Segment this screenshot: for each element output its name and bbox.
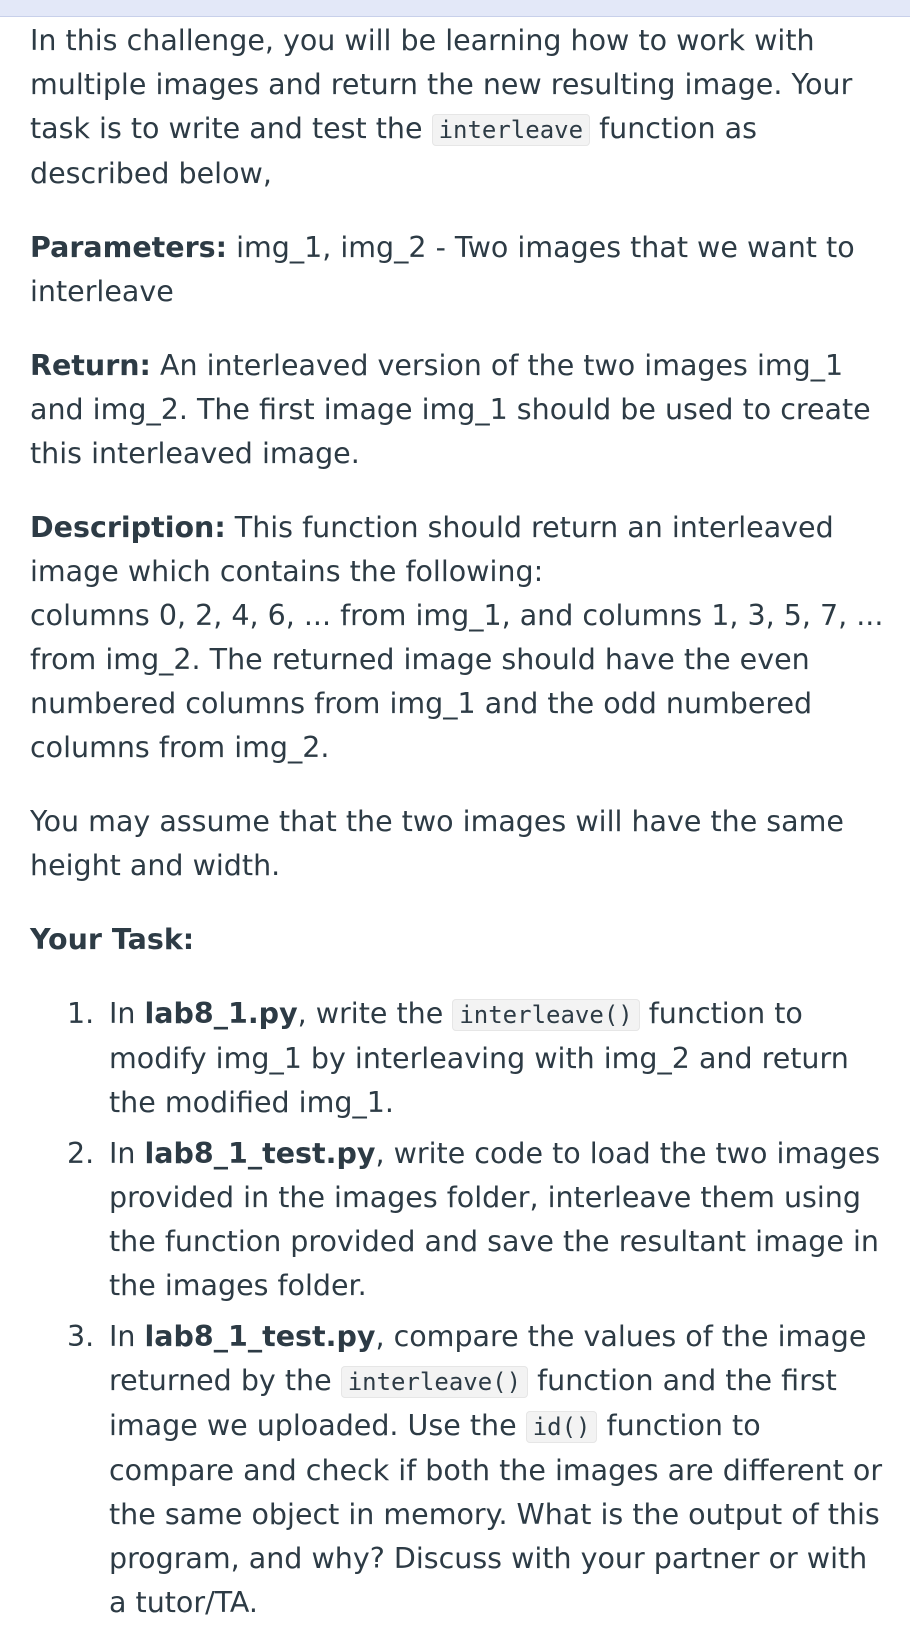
description-label: Description: [30, 511, 226, 544]
interleave-call-code: interleave() [341, 1366, 528, 1398]
intro-text-end: function as described below, [30, 112, 757, 190]
task-text: function to compare and check if both the images are different or the same object in memory. What is the output of this program, and why? Discuss with your partner or with a tutor/TA. [109, 1409, 883, 1619]
assumption-paragraph: You may assume that the two images will have the same height and width. [30, 805, 844, 882]
task-number: 3. [67, 1320, 95, 1353]
task-text: function and the first image we uploaded. Use the [109, 1364, 837, 1442]
task-text: In [109, 1137, 145, 1170]
task-file-name: lab8_1_test.py [144, 1137, 376, 1170]
task-text: , write the [297, 997, 453, 1030]
intro-paragraph [30, 19, 890, 196]
task-heading-text: Your Task: [30, 923, 195, 956]
task-text: , write code to load the two images provided in the images folder, interleave them using the function provided and save the resultant image in the images folder. [109, 1137, 881, 1302]
interleave-code: interleave [432, 114, 591, 146]
return-paragraph [30, 344, 890, 476]
task-heading [30, 918, 890, 962]
parameters-text: img_1, img_2 - Two images that we want to interleave [30, 231, 855, 308]
assignment-content [30, 19, 890, 1632]
id-call-code: id() [526, 1411, 598, 1443]
parameters-paragraph [30, 226, 890, 314]
task-list [30, 992, 890, 1625]
task-item [67, 992, 890, 1125]
task-item [67, 1315, 890, 1625]
task-item [67, 1132, 890, 1308]
task-number: 2. [67, 1137, 95, 1170]
description-paragraph [30, 506, 890, 770]
description-text: This function should return an interleaved image which contains the following: [30, 511, 834, 588]
intro-text: In this challenge, you will be learning how to work with multiple images and return the new resulting image. Your task is to write and test the [30, 24, 853, 145]
top-bar [0, 0, 910, 17]
return-text: An interleaved version of the two images img_1 and img_2. The first image img_1 should be used to create this interleaved image. [30, 349, 871, 470]
task-file-name: lab8_1.py [144, 997, 298, 1030]
task-number: 1. [67, 997, 95, 1030]
interleave-call-code: interleave() [452, 999, 639, 1031]
task-text: In [109, 997, 145, 1030]
task-text: In [109, 1320, 145, 1353]
task-text: , compare the values of the image returned by the [109, 1320, 867, 1397]
task-text: function to modify img_1 by interleaving with img_2 and return the modified img_1. [109, 997, 849, 1119]
description-columns-text: columns 0, 2, 4, 6, ... from img_1, and columns 1, 3, 5, 7, ... from img_2. The returned image should have the even numbered columns from img_1 and the odd numbered columns from img_2. [30, 599, 884, 764]
return-label: Return: [30, 349, 151, 382]
task-file-name: lab8_1_test.py [144, 1320, 376, 1353]
parameters-label: Parameters: [30, 231, 228, 264]
